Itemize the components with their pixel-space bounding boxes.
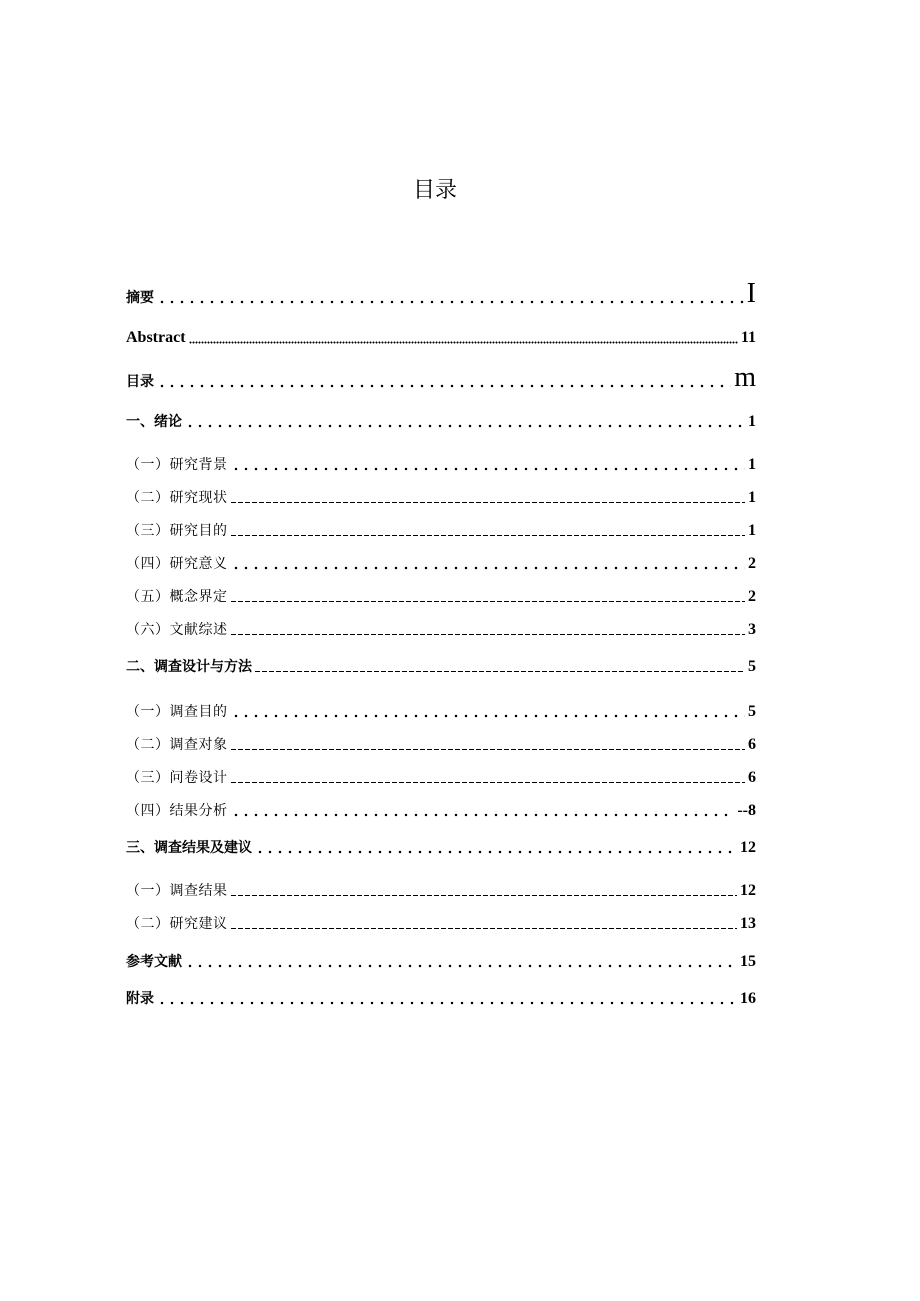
toc-entry-label: 附录	[126, 991, 154, 1007]
toc-entry-label: 目录	[126, 374, 154, 390]
toc-entry-page: m	[734, 362, 756, 393]
toc-entry-page: 1	[748, 489, 756, 506]
toc-entry-label: （五）概念界定	[126, 589, 228, 605]
toc-entry-page: 12	[740, 882, 756, 899]
toc-entry-page: 15	[740, 953, 756, 970]
toc-entry-label: （二）研究建议	[126, 916, 228, 932]
toc-entry-label: （三）问卷设计	[126, 770, 228, 786]
toc-entry-page: 2	[748, 555, 756, 572]
toc-entry-page: I	[746, 278, 756, 309]
toc-entry-2-3[interactable]	[126, 764, 756, 788]
toc-entry-label: （一）调查目的	[126, 704, 228, 720]
toc-leader	[231, 593, 746, 607]
toc-leader	[231, 626, 746, 640]
toc-leader	[255, 663, 745, 677]
toc-entry-page: 6	[748, 736, 756, 753]
toc-entry-references[interactable]	[126, 948, 756, 972]
toc-entry-abstract-en[interactable]	[126, 324, 756, 348]
toc-entry-label: 二、调查设计与方法	[126, 659, 252, 675]
toc-entry-label: （四）结果分析	[126, 803, 228, 819]
toc-entry-appendix[interactable]	[126, 985, 756, 1009]
toc-entry-abstract-cn[interactable]	[126, 278, 756, 309]
toc-leader	[231, 457, 746, 471]
toc-leader	[185, 414, 745, 428]
toc-entry-page: --8	[737, 802, 756, 819]
toc-leader	[231, 741, 746, 755]
toc-entry-3-1[interactable]	[126, 877, 756, 901]
toc-leader	[231, 774, 746, 788]
toc-entry-chapter-1[interactable]	[126, 408, 756, 432]
toc-entry-1-1[interactable]	[126, 451, 756, 475]
toc-entry-label: （二）调查对象	[126, 737, 228, 753]
toc-entry-page: 5	[748, 703, 756, 720]
toc-entry-page: 16	[740, 990, 756, 1007]
toc-entry-page: 3	[748, 621, 756, 638]
toc-entry-label: （一）研究背景	[126, 457, 228, 473]
toc-leader	[231, 556, 746, 570]
toc-leader	[157, 374, 731, 388]
toc-entry-page: 2	[748, 588, 756, 605]
toc-leader	[157, 991, 737, 1005]
toc-entry-page: 5	[748, 658, 756, 675]
toc-entry-label: （六）文献综述	[126, 622, 228, 638]
toc-leader	[255, 840, 737, 854]
toc-entry-page: 1	[748, 522, 756, 539]
toc-entry-1-4[interactable]	[126, 550, 756, 574]
toc-entry-label: 参考文献	[126, 954, 182, 970]
toc-leader	[185, 954, 737, 968]
toc-entry-label: （四）研究意义	[126, 556, 228, 572]
toc-entry-3-2[interactable]	[126, 910, 756, 934]
toc-entry-label: Abstract	[126, 329, 186, 346]
toc-entry-page: 11	[740, 329, 756, 346]
toc-entry-2-4[interactable]	[126, 797, 756, 821]
toc-leader	[157, 290, 744, 304]
toc-entry-1-5[interactable]	[126, 583, 756, 607]
toc-leader	[231, 527, 746, 541]
toc-entry-2-2[interactable]	[126, 731, 756, 755]
toc-entry-1-6[interactable]	[126, 616, 756, 640]
toc-leader	[231, 803, 735, 817]
toc-entry-label: （二）研究现状	[126, 490, 228, 506]
toc-leader	[189, 330, 738, 344]
toc-entry-label: 三、调查结果及建议	[126, 840, 252, 856]
toc-entry-contents[interactable]	[126, 362, 756, 393]
toc-entry-label: （一）调查结果	[126, 883, 228, 899]
toc-entry-label: （三）研究目的	[126, 523, 228, 539]
toc-entry-2-1[interactable]	[126, 698, 756, 722]
toc-entry-page: 1	[748, 456, 756, 473]
toc-entry-label: 摘要	[126, 290, 154, 306]
toc-leader	[231, 920, 738, 934]
toc-entry-chapter-3[interactable]	[126, 834, 756, 858]
toc-leader	[231, 887, 738, 901]
toc-leader	[231, 494, 746, 508]
toc-entry-1-2[interactable]	[126, 484, 756, 508]
toc-entry-page: 1	[748, 413, 756, 430]
toc-entry-page: 6	[748, 769, 756, 786]
toc-entry-page: 13	[740, 915, 756, 932]
page-title: 目录	[412, 178, 457, 203]
toc-entry-label: 一、绪论	[126, 414, 182, 430]
toc-leader	[231, 704, 746, 718]
toc-entry-1-3[interactable]	[126, 517, 756, 541]
toc-entry-chapter-2[interactable]	[126, 653, 756, 677]
toc-entry-page: 12	[740, 839, 756, 856]
